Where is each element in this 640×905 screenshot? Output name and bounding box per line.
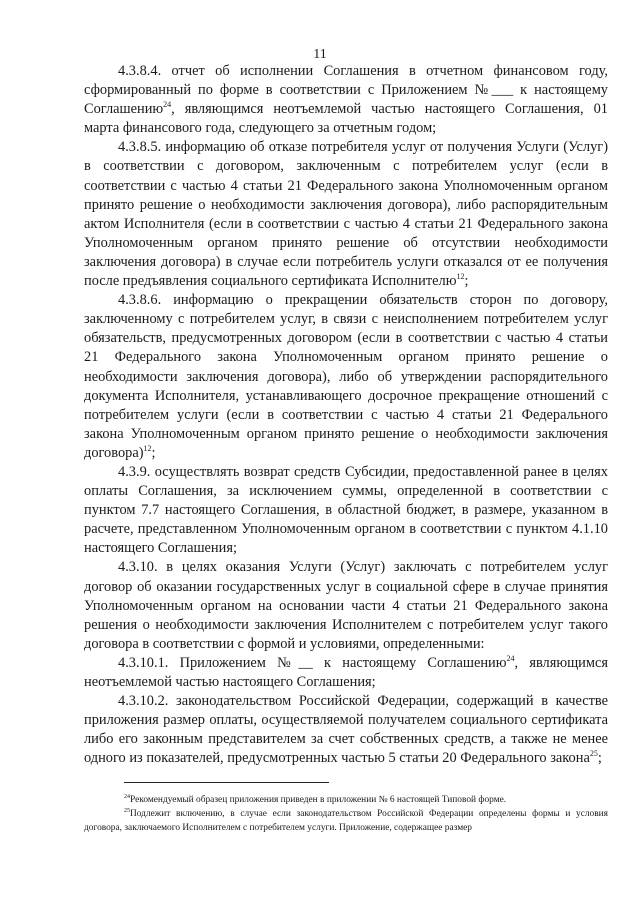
paragraph-4-3-10-1: 4.3.10.1. Приложением №__ к настоящему Соглашению$^{24}$, являющимся неотъемлемой частью настоящего Соглашения;	[84, 654, 608, 690]
paragraph-4-3-10: 4.3.10. в целях оказания Услуги (Услуг) заключать с потребителем услуг договор об оказании государственных услуг в социальной сфере в случае принятия Уполномоченным органом на основании части 4 статьи 21 Федерального закона решения о необходимости заключения Исполнителем с потребителем услуг такого договора в соответствии с формой и условиями, определенными:	[84, 559, 608, 652]
footnote-25: $^{25}$Подлежит включению, в случае если законодательством Российской Федерации определены формы и условия договора, заключаемого Исполнителем с потребителем услуги. Приложение, содержащее размер	[84, 807, 608, 833]
paragraph-4-3-9: 4.3.9. осуществлять возврат средств Субсидии, предоставленной ранее в целях оплаты Соглашения, за исключением суммы, определенной в соответствии с пунктом 7.7 настоящего Соглашения, в областной бюджет, в размере, указанном в расчете, представленном Уполномоченным органом в соответствии с пунктом 4.1.10 настоящего Соглашения;	[84, 463, 608, 557]
paragraph-4-3-8-4: 4.3.8.4. отчет об исполнении Соглашения в отчетном финансовом году, сформированный по форме в соответствии с Приложением №___ к настоящему Соглашению$^{24}$, являющимся неотъемлемой частью настоящего Соглашения, 01 марта финансового года, следующего за отчетным годом;	[84, 63, 608, 137]
footnote-24: $^{24}$Рекомендуемый образец приложения приведен в приложении № 6 настоящей Типовой форме.	[124, 793, 507, 805]
paragraph-4-3-8-6: 4.3.8.6. информацию о прекращении обязательств сторон по договору, заключенному с потребителем услуг, в связи с неисполнением потребителем услуг обязательств, предусмотренных договором (если в соответствии с частью 4 статьи 21 Федерального закона Уполномоченным органом принято решение о необходимости заключения договора), либо об утверждении распорядительного документа Исполнителя, устанавливающего досрочное прекращение отношений с потребителем услуги (если в соответствии с частью 4 статьи 21 Федерального закона Уполномоченным органом принято решение о необходимости заключения договора)$^{12}$;	[84, 292, 608, 461]
document-body	[84, 62, 608, 768]
footnote-divider	[124, 782, 329, 783]
footnotes	[84, 782, 608, 835]
page-number: 11	[313, 47, 327, 62]
paragraph-4-3-8-5: 4.3.8.5. информацию об отказе потребителя услуг от получения Услуги (Услуг) в соответствии с договором, заключенным с потребителем услуг (если в соответствии с частью 4 статьи 21 Федерального закона Уполномоченным органом принято решение о необходимости заключения договора), либо распорядительным актом Исполнителя (если в соответствии с частью 4 статьи 21 Федерального закона Уполномоченным органом принято решение об отсутствии необходимости заключения договора) в случае если потребитель услуги отказался от ее получения после предъявления социального сертификата Исполнителю$^{12}$;	[84, 139, 608, 290]
paragraph-4-3-10-2: 4.3.10.2. законодательством Российской Федерации, содержащий в качестве приложения размер оплаты, осуществляемой получателем социального сертификата либо его законным представителем за счет собственных средств, а также не менее одного из показателей, предусмотренных частью 5 статьи 20 Федерального закона$^{25}$;	[84, 693, 608, 767]
